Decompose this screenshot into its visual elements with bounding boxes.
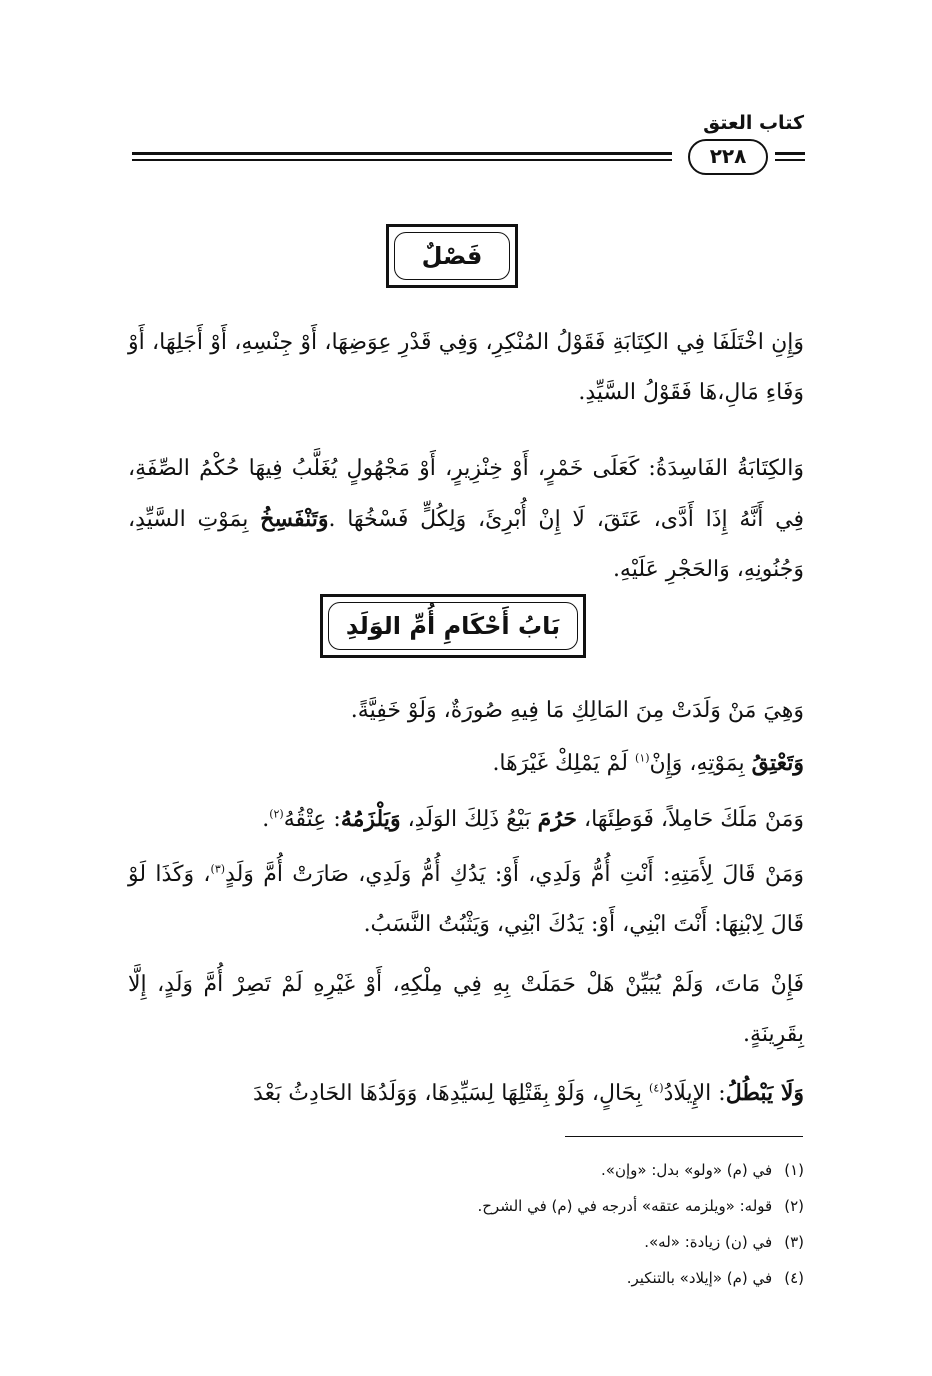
paragraph-text: بَيْعُ ذَلِكَ الوَلَدِ، xyxy=(400,807,538,832)
page-number: ٢٢٨ xyxy=(688,139,768,175)
paragraph-text: : الإِيلَادُ xyxy=(663,1081,726,1106)
paragraph-text: وَمَنْ مَلَكَ حَامِلاً، فَوَطِئَهَا، xyxy=(576,807,804,832)
footnote-text: في (م) «إيلاد» بالتنكير. xyxy=(626,1269,773,1287)
paragraph-text: فَإِنْ مَاتَ، وَلَمْ يُبَيِّنْ هَلْ حَمَلَتْ بِهِ فِي مِلْكِهِ، أَوْ غَيْرِهِ لَمْ تَصِرْ أُمَّ وَلَدٍ، إِلَّا بِقَرِينَةٍ. xyxy=(128,972,804,1047)
paragraph-text: . xyxy=(262,807,270,832)
paragraph-pregnant-purchase xyxy=(128,794,804,845)
footnote-number: (٢) xyxy=(784,1197,804,1215)
footnote-text: قوله: «ويلزمه عتقه» أدرجه في (م) في الشرح. xyxy=(477,1197,773,1215)
paragraph-text: لَمْ يَمْلِكْ غَيْرَهَا. xyxy=(492,751,636,776)
footnote-item xyxy=(128,1188,804,1224)
bold-term: وَيَلْزَمُهُ xyxy=(340,806,401,832)
paragraph-no-annulment xyxy=(128,1068,804,1119)
paragraph-text: وَإِنِ اخْتَلَفَا فِي الكِتَابَةِ فَقَوْلُ المُنْكِرِ، وَفِي قَدْرِ عِوَضِهَا، أَوْ جِنْسِهِ، أَوْ أَجَلِهَا، أَوْ وَفَاءِ مَالِ،هَا فَقَوْلُ السَّيِّدِ. xyxy=(128,330,804,405)
header-rule-end xyxy=(775,152,805,161)
footnote-ref[interactable]: (٣) xyxy=(210,862,226,876)
paragraph-freed-on-death xyxy=(128,738,804,789)
paragraph-text: بِمَوْتِهِ، وَإِنْ xyxy=(649,751,752,776)
footnote-item xyxy=(128,1152,804,1188)
footnote-text: في (م) «ولو» بدل: «وإن». xyxy=(601,1161,773,1179)
paragraph-text: بِحَالٍ، وَلَوْ بِقَتْلِهَا لِسَيِّدِهَا، وَوَلَدُهَا الحَادِثُ بَعْدَ xyxy=(253,1081,650,1106)
footnote-number: (٤) xyxy=(784,1269,804,1287)
header-rule xyxy=(132,152,672,161)
paragraph-declaration xyxy=(128,850,804,950)
footnote-item xyxy=(128,1224,804,1260)
chapter-heading-frame xyxy=(320,594,586,658)
paragraph-text: ، وَكَذَا لَوْ قَالَ لِابْنِهَا: أَنْتَ ابْنِي، أَوْ: يَدُكَ ابْنِي، وَيَثْبُتُ النَّسَبُ. xyxy=(128,862,804,937)
paragraph-text: وَمَنْ قَالَ لِأَمَتِهِ: أَنْتِ أُمُّ وَلَدِي، أَوْ: يَدُكِ أُمُّ وَلَدِي، صَارَتْ أُمَّ وَلَدٍ xyxy=(225,862,804,887)
paragraph-definition xyxy=(128,686,804,736)
footnote-number: (٣) xyxy=(784,1233,804,1251)
section-heading-frame xyxy=(386,224,518,288)
paragraph-invalid-kitabah xyxy=(128,444,804,595)
footnote-number: (١) xyxy=(784,1161,804,1179)
running-header-title: كتاب العتق xyxy=(703,112,804,134)
bold-term: حَرُمَ xyxy=(537,806,577,832)
bold-term: وَتَعْتِقُ xyxy=(751,750,804,776)
bold-term: وَتَنْفَسِخُ xyxy=(260,506,329,532)
paragraph-text: بِمَوْتِ السَّيِّدِ، وَجُنُونِهِ، وَالحَجْرِ عَلَيْهِ. xyxy=(128,507,804,582)
footnote-text: في (ن) زيادة: «له». xyxy=(644,1233,773,1251)
footnote-ref[interactable]: (١) xyxy=(635,751,650,765)
footnote-item xyxy=(128,1260,804,1296)
footnote-separator xyxy=(565,1136,803,1137)
paragraph-text: وَالكِتَابَةُ الفَاسِدَةُ: كَعَلَى خَمْرٍ، أَوْ خِنْزِيرٍ، أَوْ مَجْهُولٍ يُغَلَّبُ فِيهَا حُكْمُ الصِّفَةِ، فِي أَنَّهُ إِذَا أَدَّى، عَتَقَ، لَا إِنْ أُبْرِئَ، وَلِكُلٍّ فَسْخُهَا . xyxy=(128,456,804,532)
paragraph-text: : عِتْقُهُ xyxy=(283,807,341,832)
section-heading: فَصْلٌ xyxy=(394,232,510,280)
paragraph-unclear-pregnancy xyxy=(128,960,804,1060)
footnotes xyxy=(128,1152,804,1296)
paragraph-disagreement xyxy=(128,318,804,418)
paragraph-text: وَهِيَ مَنْ وَلَدَتْ مِنَ المَالِكِ مَا فِيهِ صُورَةٌ، وَلَوْ خَفِيَّةً. xyxy=(350,698,804,723)
footnote-ref[interactable]: (٢) xyxy=(269,807,284,821)
chapter-heading: بَابُ أَحْكَامِ أُمِّ الوَلَدِ xyxy=(328,602,578,650)
bold-term: وَلَا يَبْطُلُ xyxy=(725,1080,804,1106)
footnote-ref[interactable]: (٤) xyxy=(649,1081,664,1095)
